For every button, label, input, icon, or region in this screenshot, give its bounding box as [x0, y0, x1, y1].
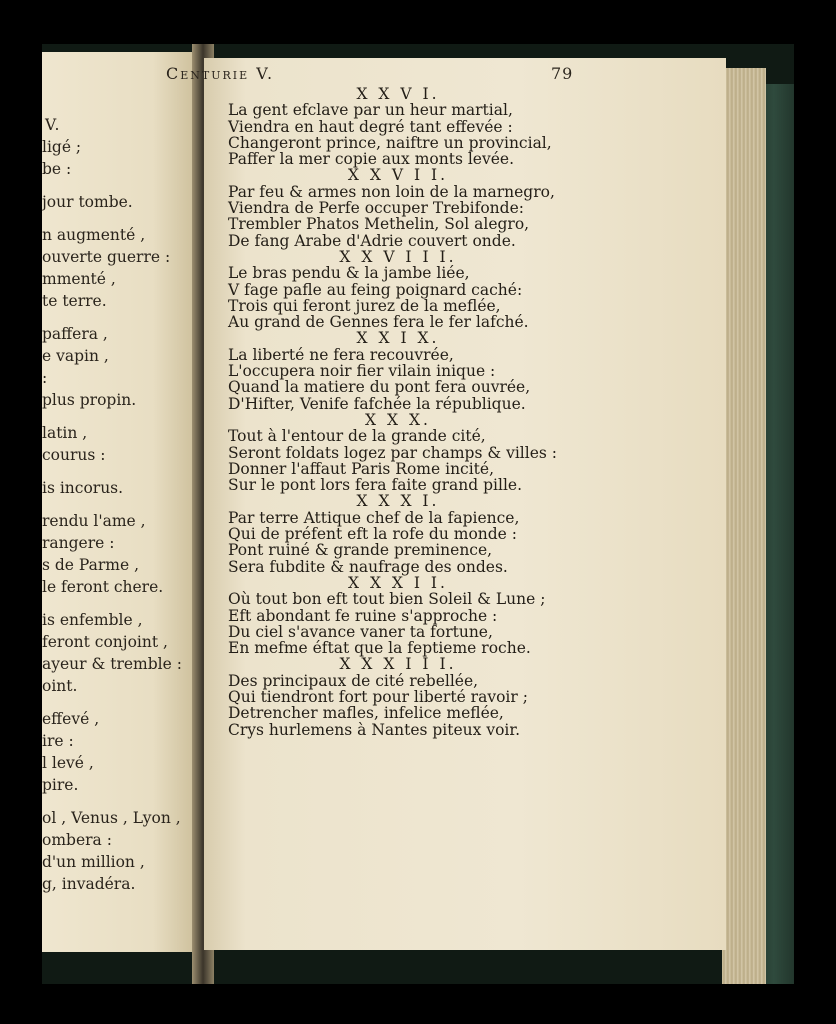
- left-page-gap: [42, 466, 200, 477]
- running-title: Centurie V.: [166, 64, 275, 83]
- page-edges: [722, 68, 766, 984]
- left-page-gap: [42, 411, 200, 422]
- verse-line: Quand la matiere du pont fera ouvrée,: [228, 378, 531, 397]
- verse-line: D'Hifter, Venife fafchée la république.: [228, 394, 526, 413]
- verse-line: Paffer la mer copie aux monts levée.: [228, 150, 514, 169]
- left-page-line: s de Parme ,: [42, 556, 140, 574]
- verse-block: [228, 86, 568, 738]
- verse-line: Du ciel s'avance vaner ta fortune,: [228, 622, 493, 641]
- left-page-line: feront conjoint ,: [42, 633, 168, 651]
- verse-line: Qui de préfent eft la rofe du monde :: [228, 525, 518, 544]
- quatrain-number: X X X I.: [356, 492, 440, 511]
- left-page-gap: [42, 796, 200, 807]
- left-page-line: ombera :: [42, 831, 112, 849]
- left-page-line: is incorus.: [42, 479, 124, 497]
- left-page-line: :: [42, 369, 48, 387]
- left-page-line: courus :: [42, 446, 106, 464]
- verse-line: Sur le pont lors fera faite grand pille.: [228, 476, 523, 495]
- left-page: [42, 52, 200, 952]
- left-page-text: [42, 114, 200, 895]
- quatrain-number: X X X I I.: [348, 573, 448, 592]
- verse-line: De fang Arabe d'Adrie couvert onde.: [228, 231, 516, 250]
- left-page-gap: [42, 598, 200, 609]
- left-page-line: l levé ,: [42, 754, 94, 772]
- verse-line: Trembler Phatos Methelin, Sol alegro,: [228, 215, 530, 234]
- verse-line: Crys hurlemens à Nantes piteux voir.: [228, 720, 520, 739]
- left-page-line: ol , Venus , Lyon ,: [42, 809, 181, 827]
- verse-line: L'occupera noir fier vilain inique :: [228, 362, 496, 381]
- verse-line: Par feu & armes non loin de la marnegro,: [228, 182, 555, 201]
- quatrain-number: X X V I I.: [347, 166, 449, 185]
- left-page-line: latin ,: [42, 424, 88, 442]
- page-number: 79: [551, 64, 574, 83]
- verse-line: Qui tiendront fort pour liberté ravoir ;: [228, 687, 528, 706]
- quatrain-number: X X V I I I.: [339, 247, 457, 266]
- verse-line: Tout à l'entour de la grande cité,: [228, 427, 486, 446]
- left-page-line: e vapin ,: [42, 347, 109, 365]
- verse-line: Detrencher mafles, infelice meflée,: [228, 704, 504, 723]
- left-page-line: te terre.: [42, 292, 107, 310]
- left-page-gap: [42, 697, 200, 708]
- left-page-line: rangere :: [42, 534, 115, 552]
- left-page-line: jour tombe.: [42, 193, 133, 211]
- verse-line: Donner l'affaut Paris Rome incité,: [228, 459, 495, 478]
- verse-line: La gent efclave par un heur martial,: [228, 101, 513, 120]
- quatrain-number: X X X.: [365, 410, 431, 429]
- left-page-gap: [42, 499, 200, 510]
- left-page-line: ouverte guerre :: [42, 248, 171, 266]
- left-page-line: mmenté ,: [42, 270, 116, 288]
- left-page-gap: [42, 180, 200, 191]
- left-page-line: ayeur & tremble :: [42, 655, 182, 673]
- left-page-line: le feront chere.: [42, 578, 164, 596]
- verse-line: En mefme éftat que la feptieme roche.: [228, 639, 531, 658]
- left-page-line: ire :: [42, 732, 74, 750]
- quatrain-number: X X I X.: [356, 329, 440, 348]
- verse-line: Sera fubdite & naufrage des ondes.: [228, 557, 508, 576]
- quatrain-number: X X X I I I.: [339, 655, 457, 674]
- verse-line: Pont ruiné & grande preminence,: [228, 541, 493, 560]
- verse-line: Viendra de Perfe occuper Trebifonde:: [228, 199, 524, 218]
- left-page-line: rendu l'ame ,: [42, 512, 146, 530]
- left-page-gap: [42, 213, 200, 224]
- verse-line: Le bras pendu & la jambe liée,: [228, 264, 470, 283]
- verse-line: Où tout bon eft tout bien Soleil & Lune ;: [228, 590, 546, 609]
- verse-line: Eft abondant fe ruine s'approche :: [228, 606, 498, 625]
- left-page-line: pire.: [42, 776, 79, 794]
- verse-line: V fage pafle au feing poignard caché:: [228, 280, 523, 299]
- left-page-gap: [42, 312, 200, 323]
- left-page-line: oint.: [42, 677, 78, 695]
- left-page-line: paffera ,: [42, 325, 108, 343]
- left-page-line: be :: [42, 160, 72, 178]
- left-page-line: plus propin.: [42, 391, 137, 409]
- left-page-line: is enfemble ,: [42, 611, 143, 629]
- verse-line: Viendra en haut degré tant effevée :: [228, 117, 513, 136]
- verse-line: Au grand de Gennes fera le fer lafché.: [228, 313, 529, 332]
- left-page-line: n augmenté ,: [42, 226, 146, 244]
- verse-line: Des principaux de cité rebellée,: [228, 671, 479, 690]
- left-page-line: effevé ,: [42, 710, 100, 728]
- left-page-line: g, invadéra.: [42, 875, 136, 893]
- left-page-line: d'un million ,: [42, 853, 145, 871]
- left-page-header: V.: [45, 116, 61, 134]
- verse-line: La liberté ne fera recouvrée,: [228, 345, 454, 364]
- left-page-line: ligé ;: [42, 138, 82, 156]
- verse-line: Trois qui feront jurez de la meflée,: [228, 296, 501, 315]
- quatrain-number: X X V I.: [356, 85, 440, 103]
- verse-line: Par terre Attique chef de la fapience,: [228, 508, 520, 527]
- verse-line: Changeront prince, naiftre un provincial,: [228, 133, 552, 152]
- verse-line: Seront foldats logez par champs & villes :: [228, 443, 557, 462]
